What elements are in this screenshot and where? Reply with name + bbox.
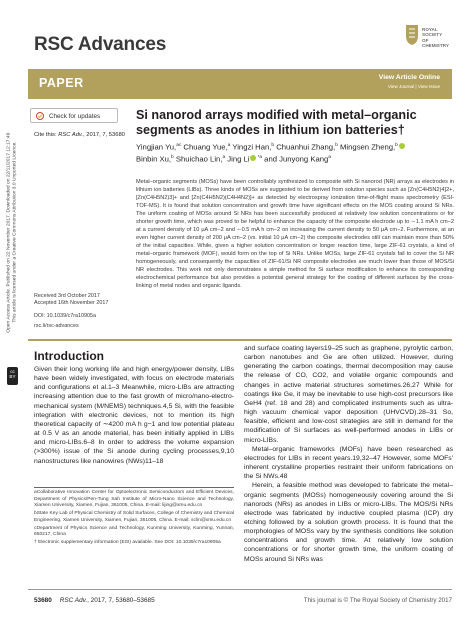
page-number: 53680	[34, 597, 52, 604]
orcid-icon[interactable]	[399, 143, 405, 149]
footer-ref: , 2017, 7, 53680–53685	[87, 597, 155, 604]
rsc-crest-icon	[405, 24, 419, 46]
copyright-notice: This journal is © The Royal Society of Chemistry 2017	[303, 597, 452, 604]
author-name: Yingzi Han,	[230, 142, 272, 152]
cite-ref: , 2017, 7, 53680	[83, 132, 125, 138]
cc-license-badge[interactable]: cc BY	[7, 367, 18, 385]
open-access-note	[6, 108, 18, 356]
footnote-rule	[34, 487, 234, 488]
body-paragraph: Herein, a feasible method was developed to fabricate the metal–organic segments (MOSs) homogeneously covering around the Si nanorods (NRs) as anodes in LIBs or micro-LIBs. The MOS/Si NRs electrode was fabricated by inductive coupled plasma (ICP) dry etching followed by a solution growth process. It is found that the morphologies of MOSs vary by the synthesis conditions like solution concentrations and growth time. At relatively low solution concentrations or for shorter growth time, the uniform coating of MOSs around Si NRs was	[244, 482, 453, 563]
footer-rule	[28, 589, 452, 590]
affiliation-mark: b	[171, 154, 174, 160]
author-name: Binbin Xu,	[136, 154, 172, 164]
affiliation-mark: b	[395, 143, 398, 148]
author-name: Chuanhui Zhang,	[274, 142, 336, 152]
logo-text-line1: ROYAL SOCIETY	[422, 27, 443, 38]
affiliation-mark: a	[222, 154, 226, 160]
footer-journal: RSC Adv.	[59, 597, 88, 604]
article-history	[34, 293, 108, 320]
affiliation-c: cDepartment of Physics Science and Technology, Kunming University, Kunming, Yunnan, 650217, China	[34, 525, 234, 537]
affiliation-mark: *a	[257, 154, 263, 160]
introduction-right-column	[244, 344, 453, 564]
orcid-icon[interactable]	[250, 155, 256, 161]
affiliation-mark: a	[328, 154, 331, 160]
check-updates-icon	[36, 112, 44, 120]
body-paragraph: and surface coating layers19–25 such as graphene, pyrolytic carbon, carbon nanotubes and Ge are often utilized. However, during generating the carbon coatings, thermal decomposition may cause the release of CO, CO2, and volatile organic compounds and changes in active material structures sometimes.26,27 While for coatings like Ge, it may be inevitable to use high-cost precursors like GeH4 (ref. 18 and 28) and complicated instruments such as ultra-high vacuum chemical vapor deposition (UHVCVD).28–31 So, feasible, efficient and low-cost strategies are still in demand for the modification of Si surfaces as well-performed anodes in LIBs or micro-LIBs.	[244, 345, 453, 444]
cite-journal: RSC Adv.	[58, 132, 83, 138]
article-title: Si nanorod arrays modified with metal–organic segments as anodes in lithium ion batteries†	[136, 108, 417, 137]
esi-note: † Electronic supplementary information (ESI) available. See DOI: 10.1039/c7ra10905a	[34, 540, 221, 545]
rsc-logo	[405, 24, 455, 62]
affiliation-mark: b	[335, 143, 338, 148]
open-access-line1: Open Access Article. Published on 22 November 2017. Downloaded on 22/11/2017 12:17:49.	[6, 131, 12, 333]
introduction-left-column: Given their long working life and high energy/power density, LIBs have been widely investigated, with focus on electrode materials and configurations et al.1–3 Meanwhile, micro-LIBs are attracting increasing attention due to the fast growth of micro/nano-electro-mechanical system (M/NEMS) techniques.4,5 Si, with the feasible integration with electronic devices, not to mention its high theoretical capacity of ∼4200 mA h g−1 and low potential plateau at 0.5 V as an anode material, has been initially applied in LIBs and micro-LIBs.6–8 In order to address the volume expansion (>300%) issue of the Si anode during cycling processes,9,10 nanostructures like nanowires (NWs)11–18	[34, 366, 234, 465]
cite-this	[34, 132, 125, 138]
accepted-date: Accepted 16th November 2017	[34, 300, 109, 307]
check-updates-label: Check for updates	[49, 112, 101, 120]
affiliation-mark: b	[271, 143, 275, 148]
author-name: Jing Li	[225, 154, 250, 164]
affiliation-a: aCollaborative Innovation Center for Optoelectronic Semiconductors and Efficient Devices, Department of Physics/Pen-Tung Sah Institute of Micro-Nano Science and Technology, Xiamen University, Xiamen, Fujian, 361005, China. E-mail: lijing@xmu.edu.cn	[34, 490, 234, 508]
check-for-updates-button[interactable]	[30, 108, 118, 123]
open-access-line2[interactable]: This article is licensed under a Creative Commons Attribution 3.0 Unported Licence.	[12, 141, 17, 323]
affiliation-mark: a	[227, 143, 231, 148]
view-article-online-link[interactable]: View Article Online	[378, 74, 440, 81]
author-name: Shuichao Lin,	[173, 154, 223, 164]
author-name: Mingsen Zheng,	[337, 142, 396, 152]
author-name: Chuang Yue,	[181, 142, 228, 152]
abstract: Metal–organic segments (MOSs) have been controllably synthesized to composite with Si nanorod (NR) arrays as electrodes in lithium ion batteries (LIBs). Three kinds of MOSs are suggested to be derived from solution species such as [Zn(C4H5N2)4]2+, [Zn(C4H5N2)3]+ and [Zn(C4H5N2)(C4H4N2)]+ as detected by electrospray ionization time-of-flight mass spectrometry (ESI-TOF-MS). It is found that solution concentration and growth time have significant effects on the MOS coating around Si NRs. The uniform coating of MOSs around Si NRs has been successfully produced at relatively low solution concentrations or for shorter growth time, which was proved to be helpful to enhance the capacity of the composite electrode up to ∼1.1 mA h cm−2 at a current density of 10 μA cm−2 and ∼0.5 mA h cm−2 on increasing the current density to 50 μA cm−2. Furthermore, at an even higher current density of 200 μA cm−2 (vs. initial 10 μA cm−2) the composite electrodes still can maintain more than 50% of the initial capacities. While, given a higher solution concentration or longer reaction time, large ZIF-61 crystals, a kind of metal–organic framework (MOF), would form on the top of Si NRs. Unlike MOSs, large ZIF-61 crystals fail to cover the Si NR homogeneously, and consequently the capacities of ZIF-61/Si NR composite electrodes are much lower than those of MOS/Si NR electrodes. This work not only demonstrates a simple method for Si surface modification to enhance its corresponding electrochemical performance but also provides a potential general strategy for the coating of different surfaces by the cross-linking of metal nodes and organic ligands.	[136, 179, 454, 289]
author-list	[136, 141, 454, 165]
author-name: and Junyong Kang	[262, 154, 329, 164]
body-paragraph: Metal–organic frameworks (MOFs) have been researched as electrodes for LIBs in recent years.19,32–47 However, some MOFs' inherent crystalline properties restraint their uniform fabrications on the Si NWs.48	[244, 445, 453, 481]
section-banner	[28, 69, 452, 99]
doi-link[interactable]: DOI: 10.1039/c7ra10905a	[34, 312, 97, 319]
author-name: Yingjian Yu,	[136, 142, 177, 152]
received-date: Received 3rd October 2017	[34, 293, 100, 299]
journal-title: RSC Advances	[34, 34, 167, 55]
affiliation-mark: ac	[176, 143, 182, 148]
section-divider	[28, 339, 452, 341]
journal-url-link[interactable]: rsc.li/rsc-advances	[34, 323, 79, 329]
cite-prefix: Cite this:	[34, 132, 57, 138]
footnotes	[34, 490, 234, 548]
logo-text-line2: OF CHEMISTRY	[422, 37, 449, 49]
section-label: PAPER	[39, 76, 84, 90]
introduction-heading: Introduction	[34, 349, 104, 363]
affiliation-b: bState Key Lab of Physical Chemistry of Solid Surfaces, College of Chemistry and Chemical Engineering, Xiamen University, Xiamen, Fujian, 361005, China. E-mail: sclin@xmu.edu.cn	[34, 511, 234, 523]
page-footer-left	[34, 597, 155, 604]
view-journal-issue-link[interactable]: View Journal | View Issue	[387, 84, 440, 89]
